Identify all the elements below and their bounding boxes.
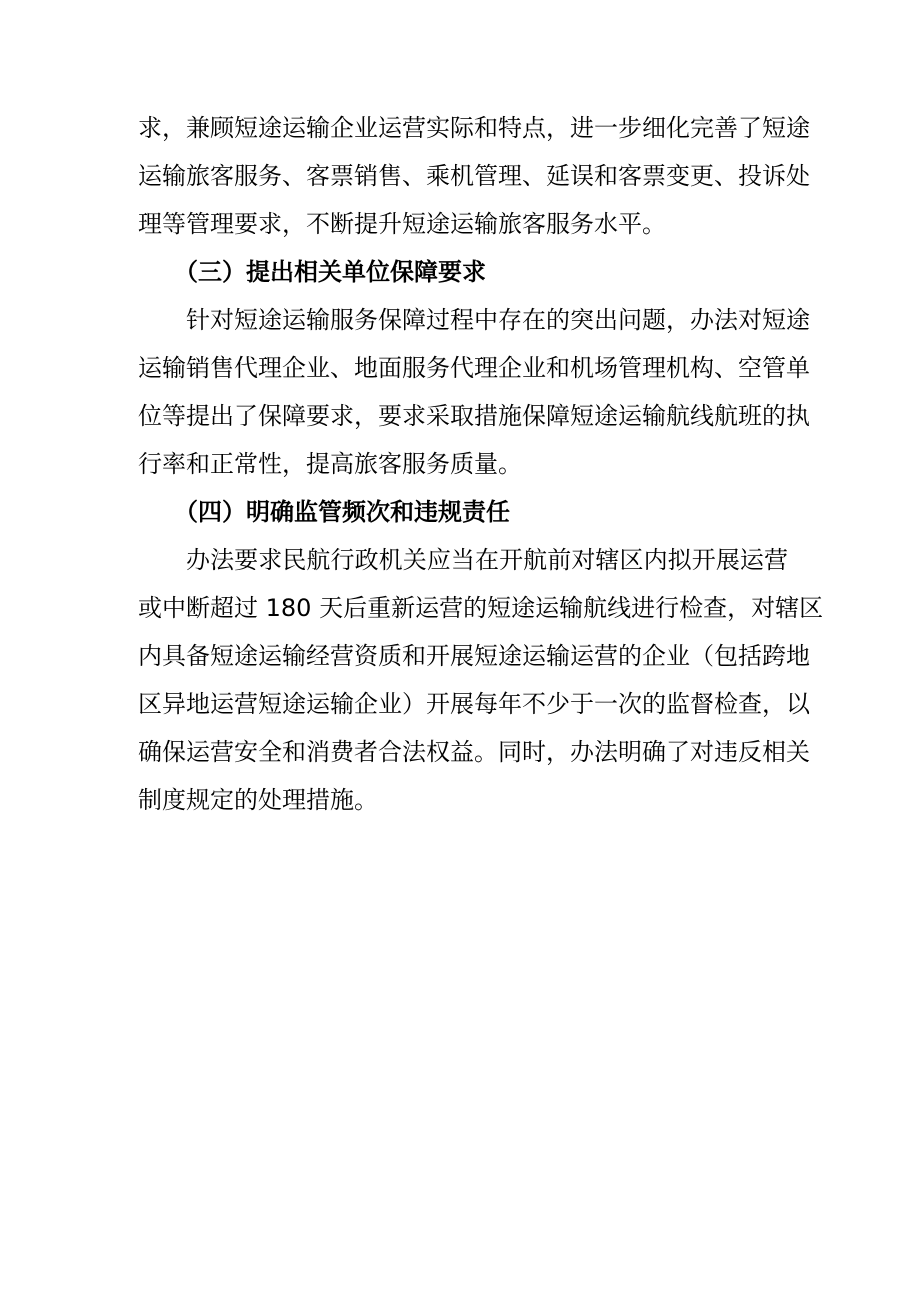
text-line: 或中断超过 180 天后重新运营的短途运输航线进行检查，对辖区 [138,594,824,622]
text-line: 理等管理要求，不断提升短途运输旅客服务水平。 [138,210,666,238]
text-line: 确保运营安全和消费者合法权益。同时，办法明确了对违反相关 [138,738,810,766]
paragraph-service-requirements [138,104,810,248]
section-heading-4: （四）明确监管频次和违规责任 [174,498,510,526]
text-line: 区异地运营短途运输企业）开展每年不少于一次的监督检查，以 [138,690,810,718]
text-line: 制度规定的处理措施。 [138,786,378,814]
text-line: 办法要求民航行政机关应当在开航前对辖区内拟开展运营 [186,546,788,574]
text-line: 内具备短途运输经营资质和开展短途运输运营的企业（包括跨地 [138,642,810,670]
document-body [138,104,824,824]
text-line: 运输旅客服务、客票销售、乘机管理、延误和客票变更、投诉处 [138,162,810,190]
paragraph-supervision [138,536,824,824]
section-heading-3: （三）提出相关单位保障要求 [174,258,486,286]
text-line: 位等提出了保障要求，要求采取措施保障短途运输航线航班的执 [138,402,810,430]
text-line: 求，兼顾短途运输企业运营实际和特点，进一步细化完善了短途 [138,114,810,142]
paragraph-support-requirements [138,296,810,488]
text-line: 针对短途运输服务保障过程中存在的突出问题，办法对短途 [186,306,810,334]
text-line: 运输销售代理企业、地面服务代理企业和机场管理机构、空管单 [138,354,810,382]
text-line: 行率和正常性，提高旅客服务质量。 [138,450,522,478]
